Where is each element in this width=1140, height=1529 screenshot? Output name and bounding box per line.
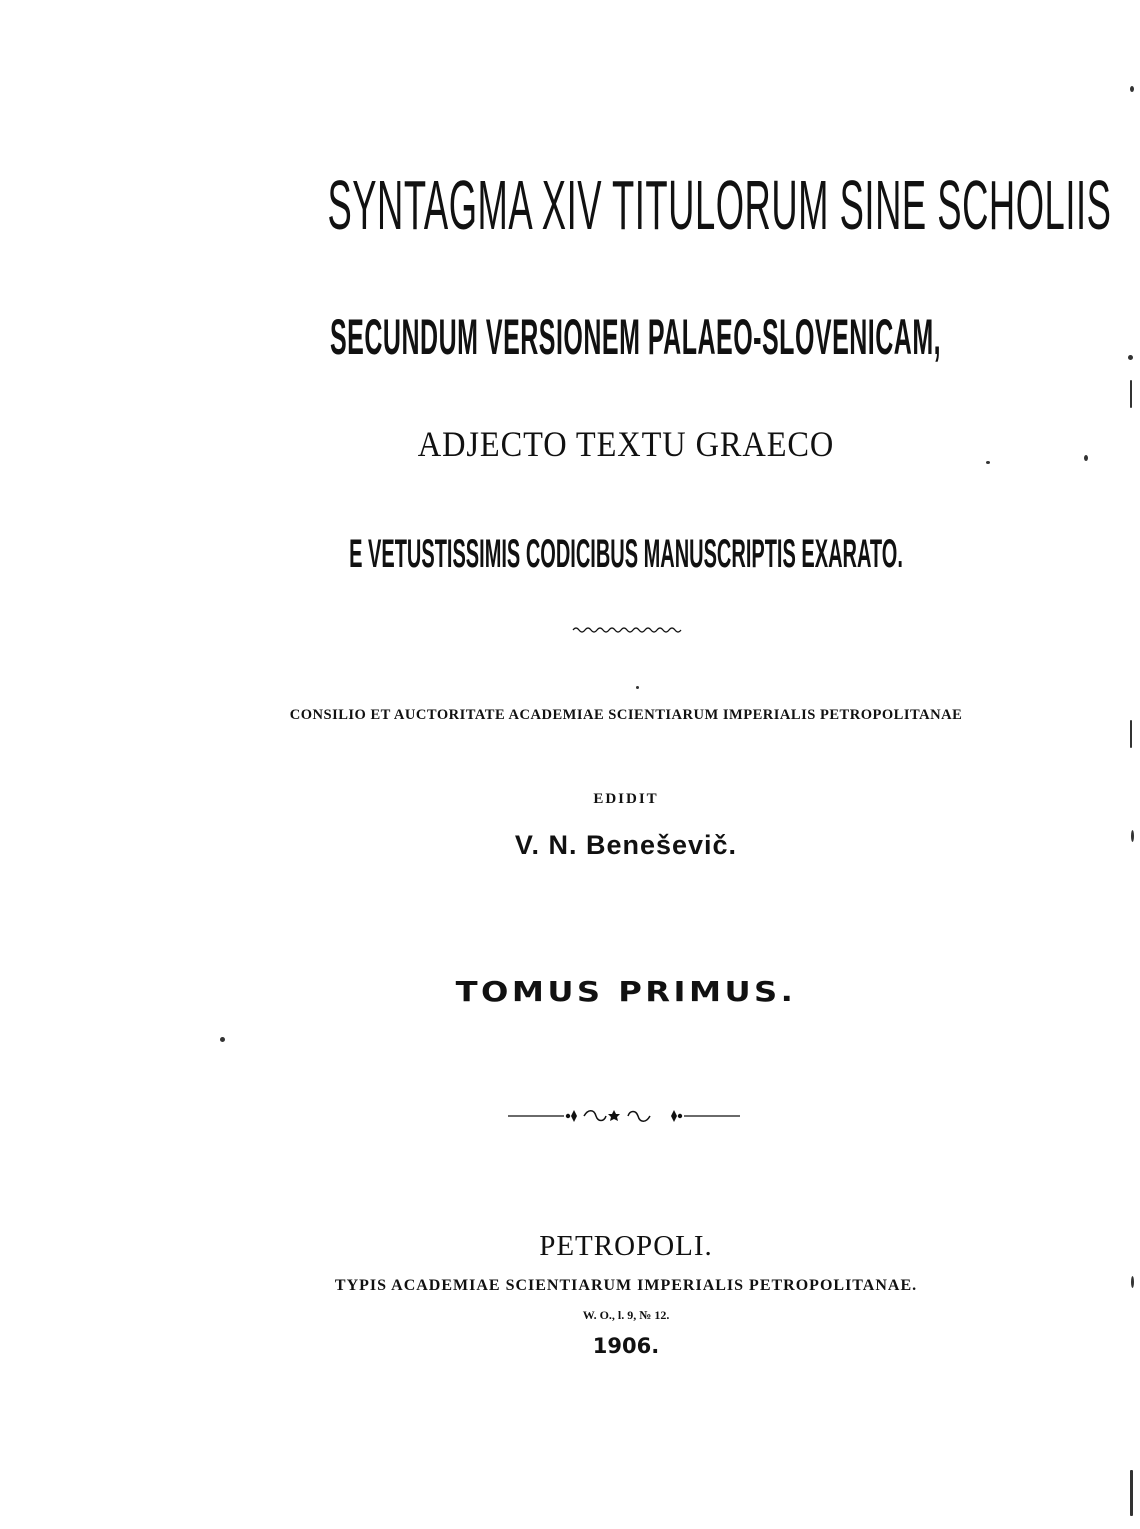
edidit-label: EDIDIT xyxy=(593,791,659,807)
volume-label: TOMUS PRIMUS. xyxy=(455,975,797,1008)
scan-speck xyxy=(986,461,990,464)
flourish-ornament xyxy=(506,1106,742,1126)
subtitle: SECUNDUM VERSIONEM PALAEO-SLOVENICAM, xyxy=(330,309,942,365)
wavy-rule-ornament xyxy=(571,624,683,636)
scan-speck xyxy=(1130,86,1134,92)
scan-speck xyxy=(1131,830,1134,842)
scan-speck xyxy=(220,1037,225,1042)
scan-speck xyxy=(1130,1470,1133,1516)
academy-line: CONSILIO ET AUCTORITATE ACADEMIAE SCIENTIARUM IMPERIALIS PETROPOLITANAE xyxy=(289,707,963,723)
imprint-year: 1906. xyxy=(592,1334,660,1358)
scan-speck xyxy=(636,686,639,689)
imprint-censor-note: W. O., l. 9, № 12. xyxy=(582,1308,670,1322)
imprint-printer: TYPIS ACADEMIAE SCIENTIARUM IMPERIALIS PETROPOLITANAE. xyxy=(334,1277,918,1294)
author-name: V. N. Beneševič. xyxy=(514,830,738,860)
scan-speck xyxy=(1084,455,1088,461)
scan-speck xyxy=(1128,355,1133,360)
manuscripts-line: E VETUSTISSIMIS CODICIBUS MANUSCRIPTIS EXARATO. xyxy=(349,532,903,576)
main-title: SYNTAGMA XIV TITULORUM SINE SCHOLIIS xyxy=(327,166,1112,244)
scan-speck xyxy=(1131,1276,1134,1288)
scan-speck xyxy=(1130,380,1132,408)
imprint-city: PETROPOLI. xyxy=(539,1230,713,1262)
scan-speck xyxy=(1130,720,1132,748)
adjecto-line: ADJECTO TEXTU GRAECO xyxy=(417,424,835,464)
